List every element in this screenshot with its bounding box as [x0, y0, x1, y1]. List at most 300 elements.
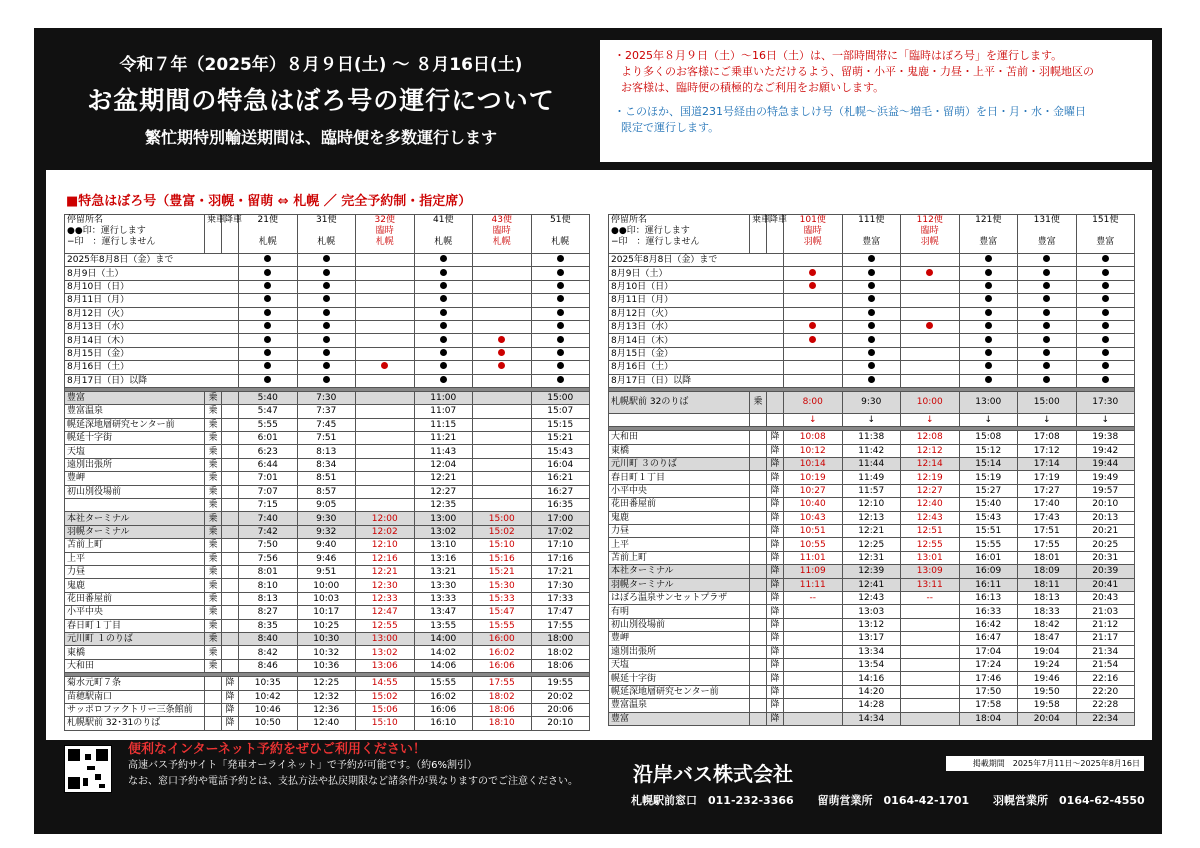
- stop-time: 16:35: [531, 499, 590, 512]
- ride-mark: 乗: [205, 539, 222, 552]
- stop-time: [356, 472, 415, 485]
- stop-time: 16:02: [414, 690, 473, 703]
- operation-dot: [440, 336, 447, 343]
- stop-name: 本社ターミナル: [65, 512, 205, 525]
- ride-mark: [750, 551, 767, 564]
- ride-mark: [205, 690, 222, 703]
- alight-mark: 降: [767, 605, 784, 618]
- stop-row: [65, 565, 590, 578]
- ride-mark: [750, 498, 767, 511]
- day-label: 8月9日（土）: [609, 267, 784, 280]
- stop-row: [609, 484, 1135, 497]
- stop-time: 20:43: [1076, 591, 1135, 604]
- alight-mark: 降: [767, 525, 784, 538]
- stop-time: 11:42: [842, 444, 901, 457]
- stop-time: 10:32: [297, 646, 356, 659]
- operation-cell: [473, 280, 532, 293]
- operation-cell: [1018, 307, 1077, 320]
- stop-time: 17:55: [473, 677, 532, 690]
- operation-cell: [901, 280, 960, 293]
- operation-dot: [381, 362, 388, 369]
- stop-name: 元川町 １のりば: [65, 632, 205, 645]
- stop-time: 5:47: [239, 405, 298, 418]
- operation-dot: [264, 295, 271, 302]
- stop-name: 鬼鹿: [65, 579, 205, 592]
- stop-row: [65, 405, 590, 418]
- operation-cell: [1076, 254, 1135, 267]
- bus-no: 131便: [1033, 215, 1060, 225]
- bus-dest: 羽幌: [803, 237, 822, 247]
- stop-name: 苫前上町: [65, 539, 205, 552]
- operation-cell: [297, 374, 356, 387]
- stop-time: 12:51: [901, 525, 960, 538]
- stop-row: [609, 632, 1135, 645]
- stop-time: 15:30: [473, 579, 532, 592]
- alight-mark: 降: [222, 717, 239, 730]
- operation-day-row: [609, 347, 1135, 360]
- stop-time: 13:47: [414, 606, 473, 619]
- stop-time: 22:28: [1076, 699, 1135, 712]
- stop-time: 9:30: [297, 512, 356, 525]
- operation-cell: [901, 320, 960, 333]
- stop-name: 豊岬: [609, 632, 750, 645]
- operation-dot: [985, 349, 992, 356]
- stop-time: 15:06: [356, 703, 415, 716]
- stop-time: 17:10: [531, 539, 590, 552]
- stop-time: 8:51: [297, 472, 356, 485]
- operation-dot: [868, 376, 875, 383]
- stop-name: 豊富: [65, 391, 205, 404]
- ride-mark: 乗: [205, 432, 222, 445]
- stop-time: [356, 458, 415, 471]
- ride-mark: [205, 703, 222, 716]
- stop-time: [901, 699, 960, 712]
- stop-row: [609, 498, 1135, 511]
- stop-time: 20:31: [1076, 551, 1135, 564]
- stop-time: 8:34: [297, 458, 356, 471]
- stop-time: 13:02: [356, 646, 415, 659]
- stop-time: 12:16: [356, 552, 415, 565]
- alight-mark: 降: [767, 458, 784, 471]
- ride-mark: 乗: [750, 391, 767, 413]
- qr-code[interactable]: [64, 745, 112, 793]
- stop-row: [65, 690, 590, 703]
- stop-time: 19:42: [1076, 444, 1135, 457]
- operation-cell: [959, 307, 1018, 320]
- blank-cell: [609, 413, 750, 426]
- bus-sub: [962, 226, 1016, 237]
- operation-cell: [1076, 361, 1135, 374]
- operation-dot: [1102, 336, 1109, 343]
- stop-time: [356, 391, 415, 404]
- bus-sub: [534, 226, 588, 237]
- legend-text: −印 ：運行しません: [67, 237, 156, 247]
- stop-time: 13:30: [414, 579, 473, 592]
- ride-mark: [750, 618, 767, 631]
- alight-mark: [222, 405, 239, 418]
- stop-time: [784, 685, 843, 698]
- bus-dest: 札幌: [434, 237, 453, 247]
- operation-cell: [531, 280, 590, 293]
- day-label: 8月16日（土）: [609, 361, 784, 374]
- stop-time: 6:44: [239, 458, 298, 471]
- operation-dot: [440, 269, 447, 276]
- bus-no: 112便: [916, 215, 943, 225]
- stop-name: 羽幌ターミナル: [65, 525, 205, 538]
- stop-time: 13:17: [842, 632, 901, 645]
- alight-mark: 降: [767, 591, 784, 604]
- operation-dot: [1043, 349, 1050, 356]
- stop-time: 12:02: [356, 525, 415, 538]
- stop-time: 11:43: [414, 445, 473, 458]
- stop-time: [356, 432, 415, 445]
- operation-cell: [297, 280, 356, 293]
- stop-time: [473, 405, 532, 418]
- operation-cell: [297, 294, 356, 307]
- day-label: 8月17日（日）以降: [609, 374, 784, 387]
- stop-time: 20:13: [1076, 511, 1135, 524]
- operation-cell: [239, 347, 298, 360]
- alight-mark: 降: [767, 699, 784, 712]
- operation-cell: [356, 320, 415, 333]
- operation-dot: [985, 269, 992, 276]
- bus-header: [356, 215, 415, 254]
- stop-time: [356, 405, 415, 418]
- bus-header: [959, 215, 1018, 254]
- stop-row: [65, 659, 590, 672]
- operation-cell: [473, 320, 532, 333]
- operation-cell: [297, 361, 356, 374]
- bus-sub: 臨時: [803, 226, 822, 236]
- stop-time: 15:07: [531, 405, 590, 418]
- stop-time: 13:01: [901, 551, 960, 564]
- ride-mark: 乗: [205, 632, 222, 645]
- stop-time: 20:02: [531, 690, 590, 703]
- operation-dot: [323, 295, 330, 302]
- stop-time: 22:20: [1076, 685, 1135, 698]
- stop-time: 14:34: [842, 712, 901, 725]
- stop-time: 12:55: [901, 538, 960, 551]
- operation-cell: [1018, 374, 1077, 387]
- ride-mark: [750, 511, 767, 524]
- legend-text: −印 ：運行しません: [611, 237, 700, 247]
- operation-day-row: [609, 294, 1135, 307]
- stop-time: [901, 605, 960, 618]
- stop-name: 豊富温泉: [609, 699, 750, 712]
- ride-mark: [205, 677, 222, 690]
- stop-time: 17:33: [531, 592, 590, 605]
- operation-dot: [440, 349, 447, 356]
- notice-text: ・このほか、国道231号経由の特急ましけ号（札幌〜浜益〜増毛・留萌）を日・月・水・金曜日: [614, 105, 1086, 118]
- stop-time: 9:05: [297, 499, 356, 512]
- operation-day-row: [609, 320, 1135, 333]
- bus-dest: 札幌: [375, 237, 394, 247]
- stop-time: 13:33: [414, 592, 473, 605]
- down-arrow: ↓: [1076, 413, 1135, 426]
- stop-time: 11:11: [784, 578, 843, 591]
- phone-sapporo: 札幌駅前窓口 011-232-3366: [631, 794, 794, 807]
- departure-time: 13:00: [959, 391, 1018, 413]
- ride-mark: [750, 712, 767, 725]
- stop-time: 16:21: [531, 472, 590, 485]
- stop-time: 11:57: [842, 484, 901, 497]
- alight-mark: 降: [767, 672, 784, 685]
- operation-dot: [868, 269, 875, 276]
- operation-cell: [297, 347, 356, 360]
- legend-text: ●●印：運行します: [611, 226, 690, 236]
- alight-mark: [222, 619, 239, 632]
- operation-dot: [323, 322, 330, 329]
- alight-mark: [222, 632, 239, 645]
- stop-time: 12:13: [842, 511, 901, 524]
- ride-mark: 乗: [205, 659, 222, 672]
- stop-time: --: [901, 591, 960, 604]
- alight-mark: [222, 606, 239, 619]
- operation-cell: [901, 347, 960, 360]
- stop-time: [784, 645, 843, 658]
- timetable-area: [46, 170, 1152, 740]
- day-label: 8月12日（火）: [65, 307, 239, 320]
- stop-time: 17:04: [959, 645, 1018, 658]
- stop-time: 15:12: [959, 444, 1018, 457]
- stop-time: 17:14: [1018, 458, 1077, 471]
- day-label: 8月16日（土）: [65, 361, 239, 374]
- stop-time: 13:11: [901, 578, 960, 591]
- stop-name: 元川町 ３のりば: [609, 458, 750, 471]
- operation-cell: [414, 320, 473, 333]
- operation-cell: [842, 294, 901, 307]
- operation-cell: [842, 320, 901, 333]
- stop-time: 19:58: [1018, 699, 1077, 712]
- departure-time: 8:00: [784, 391, 843, 413]
- stop-time: 20:39: [1076, 565, 1135, 578]
- stop-time: 17:55: [1018, 538, 1077, 551]
- stop-row: [609, 699, 1135, 712]
- stop-time: 15:14: [959, 458, 1018, 471]
- operation-dot: [440, 322, 447, 329]
- ride-mark: [750, 565, 767, 578]
- ride-mark: [750, 471, 767, 484]
- stop-row: [609, 658, 1135, 671]
- stop-time: 18:13: [1018, 591, 1077, 604]
- stop-time: 13:54: [842, 658, 901, 671]
- alight-mark: 降: [767, 618, 784, 631]
- stop-name: 遠別出張所: [65, 458, 205, 471]
- stop-row: [65, 445, 590, 458]
- stop-time: 21:34: [1076, 645, 1135, 658]
- bus-dest: 札幌: [492, 237, 511, 247]
- bus-sub: 臨時: [375, 226, 394, 236]
- operation-cell: [842, 267, 901, 280]
- alight-mark: [222, 512, 239, 525]
- stop-time: 15:08: [959, 431, 1018, 444]
- stop-row: [65, 552, 590, 565]
- operation-day-row: [609, 361, 1135, 374]
- bus-dest: 羽幌: [920, 237, 939, 247]
- stop-time: 12:47: [356, 606, 415, 619]
- bus-dest: 札幌: [258, 237, 277, 247]
- stop-time: 12:33: [356, 592, 415, 605]
- stop-time: 12:43: [901, 511, 960, 524]
- stop-time: 18:02: [473, 690, 532, 703]
- stop-time: 15:15: [531, 418, 590, 431]
- operation-cell: [473, 294, 532, 307]
- stop-time: 16:42: [959, 618, 1018, 631]
- stop-time: 8:27: [239, 606, 298, 619]
- stop-row: [609, 538, 1135, 551]
- stop-time: 14:55: [356, 677, 415, 690]
- operation-cell: [414, 254, 473, 267]
- down-arrow: ↓: [784, 413, 843, 426]
- stop-time: 13:12: [842, 618, 901, 631]
- operation-dot: [440, 309, 447, 316]
- bus-sub: [845, 226, 899, 237]
- bus-dest: 札幌: [551, 237, 570, 247]
- operation-cell: [356, 280, 415, 293]
- stop-time: 7:42: [239, 525, 298, 538]
- operation-cell: [901, 267, 960, 280]
- stop-time: 11:44: [842, 458, 901, 471]
- stop-time: 19:49: [1076, 471, 1135, 484]
- stop-time: 16:06: [414, 703, 473, 716]
- stop-time: 19:50: [1018, 685, 1077, 698]
- operation-cell: [842, 361, 901, 374]
- stop-time: 7:40: [239, 512, 298, 525]
- stop-time: 9:46: [297, 552, 356, 565]
- bus-no: 43便: [491, 215, 512, 225]
- stop-time: [901, 645, 960, 658]
- stop-time: [356, 485, 415, 498]
- stop-time: [901, 658, 960, 671]
- operation-dot: [557, 362, 564, 369]
- stop-time: 18:47: [1018, 632, 1077, 645]
- stop-time: 12:14: [901, 458, 960, 471]
- stop-time: 19:44: [1076, 458, 1135, 471]
- alight-mark: 降: [767, 645, 784, 658]
- stop-time: 10:46: [239, 703, 298, 716]
- operation-dot: [809, 322, 816, 329]
- stop-time: 20:06: [531, 703, 590, 716]
- bus-no: 21便: [257, 215, 278, 225]
- stop-time: 7:07: [239, 485, 298, 498]
- operation-dot: [868, 255, 875, 262]
- stop-time: 7:37: [297, 405, 356, 418]
- operation-dot: [264, 282, 271, 289]
- stop-row: [65, 391, 590, 404]
- ride-mark: 乗: [205, 592, 222, 605]
- operation-dot: [264, 309, 271, 316]
- notice-box: [600, 40, 1152, 162]
- stop-time: 17:16: [531, 552, 590, 565]
- ride-mark: [750, 431, 767, 444]
- operation-cell: [239, 254, 298, 267]
- operation-cell: [297, 307, 356, 320]
- bus-header: [1018, 215, 1077, 254]
- ad-line: なお、窓口予約や電話予約とは、支払方法や払戻期限など諸条件が異なりますのでご注意ください。: [128, 776, 578, 787]
- stop-time: 15:10: [356, 717, 415, 730]
- stop-row: [65, 677, 590, 690]
- day-label: 8月11日（月）: [609, 294, 784, 307]
- stop-time: 8:01: [239, 565, 298, 578]
- ride-mark: [750, 444, 767, 457]
- operation-dot: [868, 282, 875, 289]
- stop-time: [784, 672, 843, 685]
- operation-dot: [264, 322, 271, 329]
- operation-cell: [414, 307, 473, 320]
- operation-cell: [531, 374, 590, 387]
- alight-mark: 降: [767, 658, 784, 671]
- day-label: 8月9日（土）: [65, 267, 239, 280]
- bus-sub: [1020, 226, 1074, 237]
- stop-time: 10:12: [784, 444, 843, 457]
- operation-cell: [1076, 280, 1135, 293]
- stop-row: [609, 618, 1135, 631]
- timetable-downbound: [608, 214, 1135, 726]
- operation-cell: [784, 267, 843, 280]
- bus-no: 101便: [799, 215, 826, 225]
- stop-time: 18:00: [531, 632, 590, 645]
- bus-header: [842, 215, 901, 254]
- bus-header: [531, 215, 590, 254]
- header-date: 令和７年（2025年）８月９日(土) 〜 ８月16日(土): [119, 55, 523, 75]
- stop-time: [473, 458, 532, 471]
- operation-dot: [809, 336, 816, 343]
- stop-time: 8:13: [239, 592, 298, 605]
- stop-time: 18:33: [1018, 605, 1077, 618]
- operation-cell: [297, 320, 356, 333]
- operation-cell: [1076, 320, 1135, 333]
- stop-time: 12:35: [414, 499, 473, 512]
- stop-time: 17:21: [531, 565, 590, 578]
- stop-row: [65, 499, 590, 512]
- alight-mark: 降: [767, 578, 784, 591]
- stop-time: 10:25: [297, 619, 356, 632]
- stop-time: 12:04: [414, 458, 473, 471]
- stop-time: 18:42: [1018, 618, 1077, 631]
- alight-mark: 降: [767, 632, 784, 645]
- stop-time: 15:02: [473, 525, 532, 538]
- operation-dot: [985, 376, 992, 383]
- stop-time: 15:55: [473, 619, 532, 632]
- operation-dot: [985, 282, 992, 289]
- bus-no: 31便: [316, 215, 337, 225]
- operation-cell: [239, 307, 298, 320]
- operation-dot: [557, 349, 564, 356]
- stop-row: [609, 685, 1135, 698]
- alight-mark: [222, 539, 239, 552]
- ad-title: 便利なインターネット予約をぜひご利用ください！: [128, 742, 426, 757]
- operation-cell: [901, 374, 960, 387]
- down-arrow: ↓: [901, 413, 960, 426]
- operation-cell: [784, 294, 843, 307]
- stop-time: [901, 712, 960, 725]
- operation-cell: [784, 374, 843, 387]
- stop-time: 20:41: [1076, 578, 1135, 591]
- stop-time: 19:57: [1076, 484, 1135, 497]
- operation-cell: [356, 374, 415, 387]
- stop-name: 初山別役場前: [609, 618, 750, 631]
- stop-row: [65, 632, 590, 645]
- stop-name: 本社ターミナル: [609, 565, 750, 578]
- arrow-row: [609, 413, 1135, 426]
- ride-mark: [750, 699, 767, 712]
- operation-dot: [264, 336, 271, 343]
- operation-cell: [473, 374, 532, 387]
- legend-text: 停留所名: [67, 215, 104, 225]
- stop-time: [784, 658, 843, 671]
- stop-time: 10:19: [784, 471, 843, 484]
- stop-time: 14:28: [842, 699, 901, 712]
